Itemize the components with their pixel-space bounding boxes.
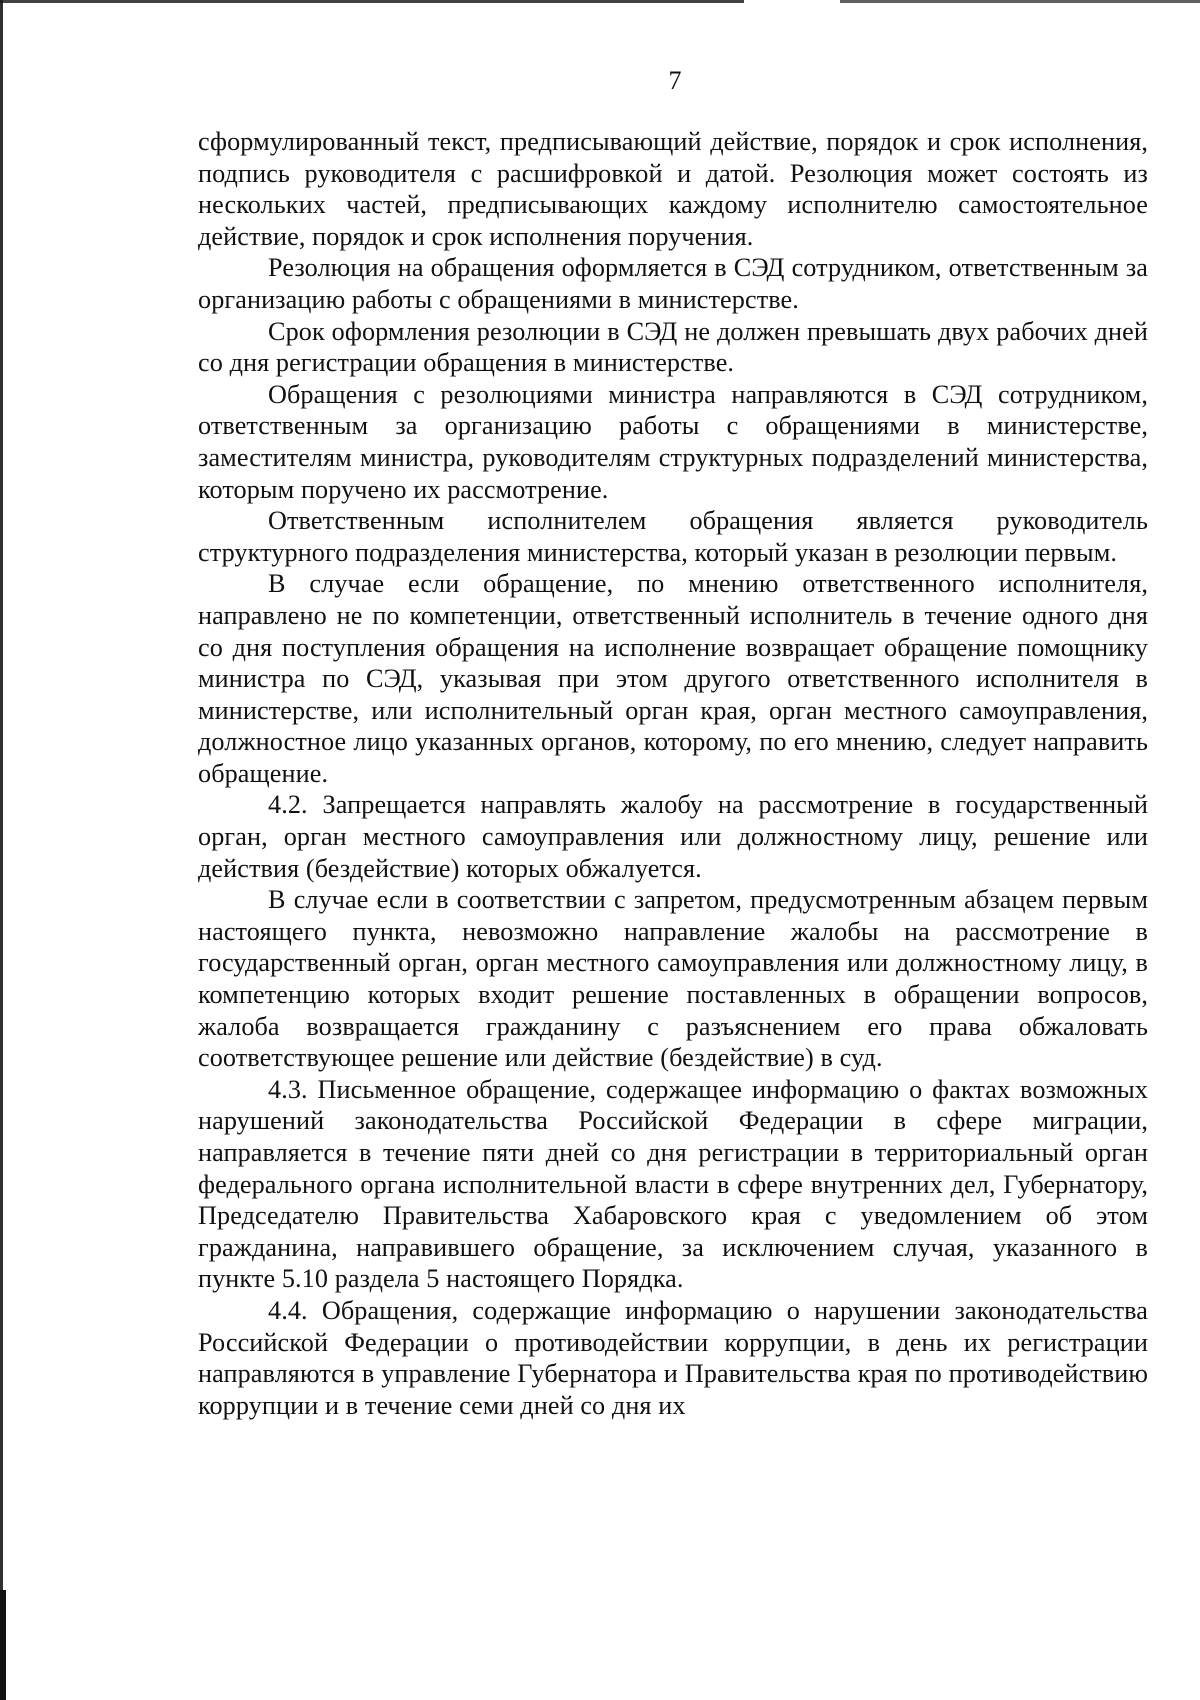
document-body [198,126,1148,1421]
scan-top-edge [0,0,1200,3]
paragraph: Срок оформления резолюции в СЭД не должен превышать двух рабочих дней со дня регистрации обращения в министерстве. [198,316,1148,378]
page-number: 7 [668,66,682,95]
paragraph: Ответственным исполнителем обращения является руководитель структурного подразделения министерства, который указан в резолюции первым. [198,506,1148,567]
scan-left-edge [0,0,3,1700]
paragraph-4-4: 4.4. Обращения, содержащие информацию о нарушении законодательства Российской Федерации о противодействии коррупции, в день их регистрации направляются в управление Губернатора и Правительства края по противодействию коррупции и в течение семи дней со дня их [198,1295,1148,1420]
paragraph: Обращения с резолюциями министра направляются в СЭД сотрудником, ответственным за организацию работы с обращениями в министерстве, заместителям министра, руководителям структурных подразделений министерства, которым поручено их рассмотрение. [198,379,1148,504]
paragraph-4-2: 4.2. Запрещается направлять жалобу на рассмотрение в государственный орган, орган местного самоуправления или должностному лицу, решение или действия (бездействие) которых обжалуется. [198,790,1148,883]
paragraph-4-3: 4.3. Письменное обращение, содержащее информацию о фактах возможных нарушений законодательства Российской Федерации в сфере миграции, направляется в течение пяти дней со дня регистрации в территориальный орган федерального органа исполнительной власти в сфере внутренних дел, Губернатору, Председателю Правительства Хабаровского края с уведомлением об этом гражданина, направившего обращение, за исключением случая, указанного в пункте 5.10 раздела 5 настоящего Порядка. [198,1074,1148,1294]
scan-left-edge-mark [0,1590,6,1700]
paragraph: В случае если в соответствии с запретом, предусмотренным абзацем первым настоящего пункта, невозможно направление жалобы на рассмотрение в государственный орган, орган местного самоуправления или должностному лицу, в компетенцию которых входит решение поставленных в обращении вопросов, жалоба возвращается гражданину с разъяснением его права обжаловать соответствующее решение или действие (бездействие) в суд. [198,885,1148,1073]
paragraph: Резолюция на обращения оформляется в СЭД сотрудником, ответственным за организацию работы с обращениями в министерстве. [198,253,1148,314]
paragraph: В случае если обращение, по мнению ответственного исполнителя, направлено не по компетенции, ответственный исполнитель в течение одного дня со дня поступления обращения на исполнение возвращает обращение помощнику министра по СЭД, указывая при этом другого ответственного исполнителя в министерстве, или исполнительный орган края, орган местного самоуправления, должностное лицо указанных органов, которому, по его мнению, следует направить обращение. [198,569,1148,788]
paragraph: сформулированный текст, предписывающий действие, порядок и срок исполнения, подпись руководителя с расшифровкой и датой. Резолюция может состоять из нескольких частей, предписывающих каждому исполнителю самостоятельное действие, порядок и срок исполнения поручения. [198,127,1148,251]
